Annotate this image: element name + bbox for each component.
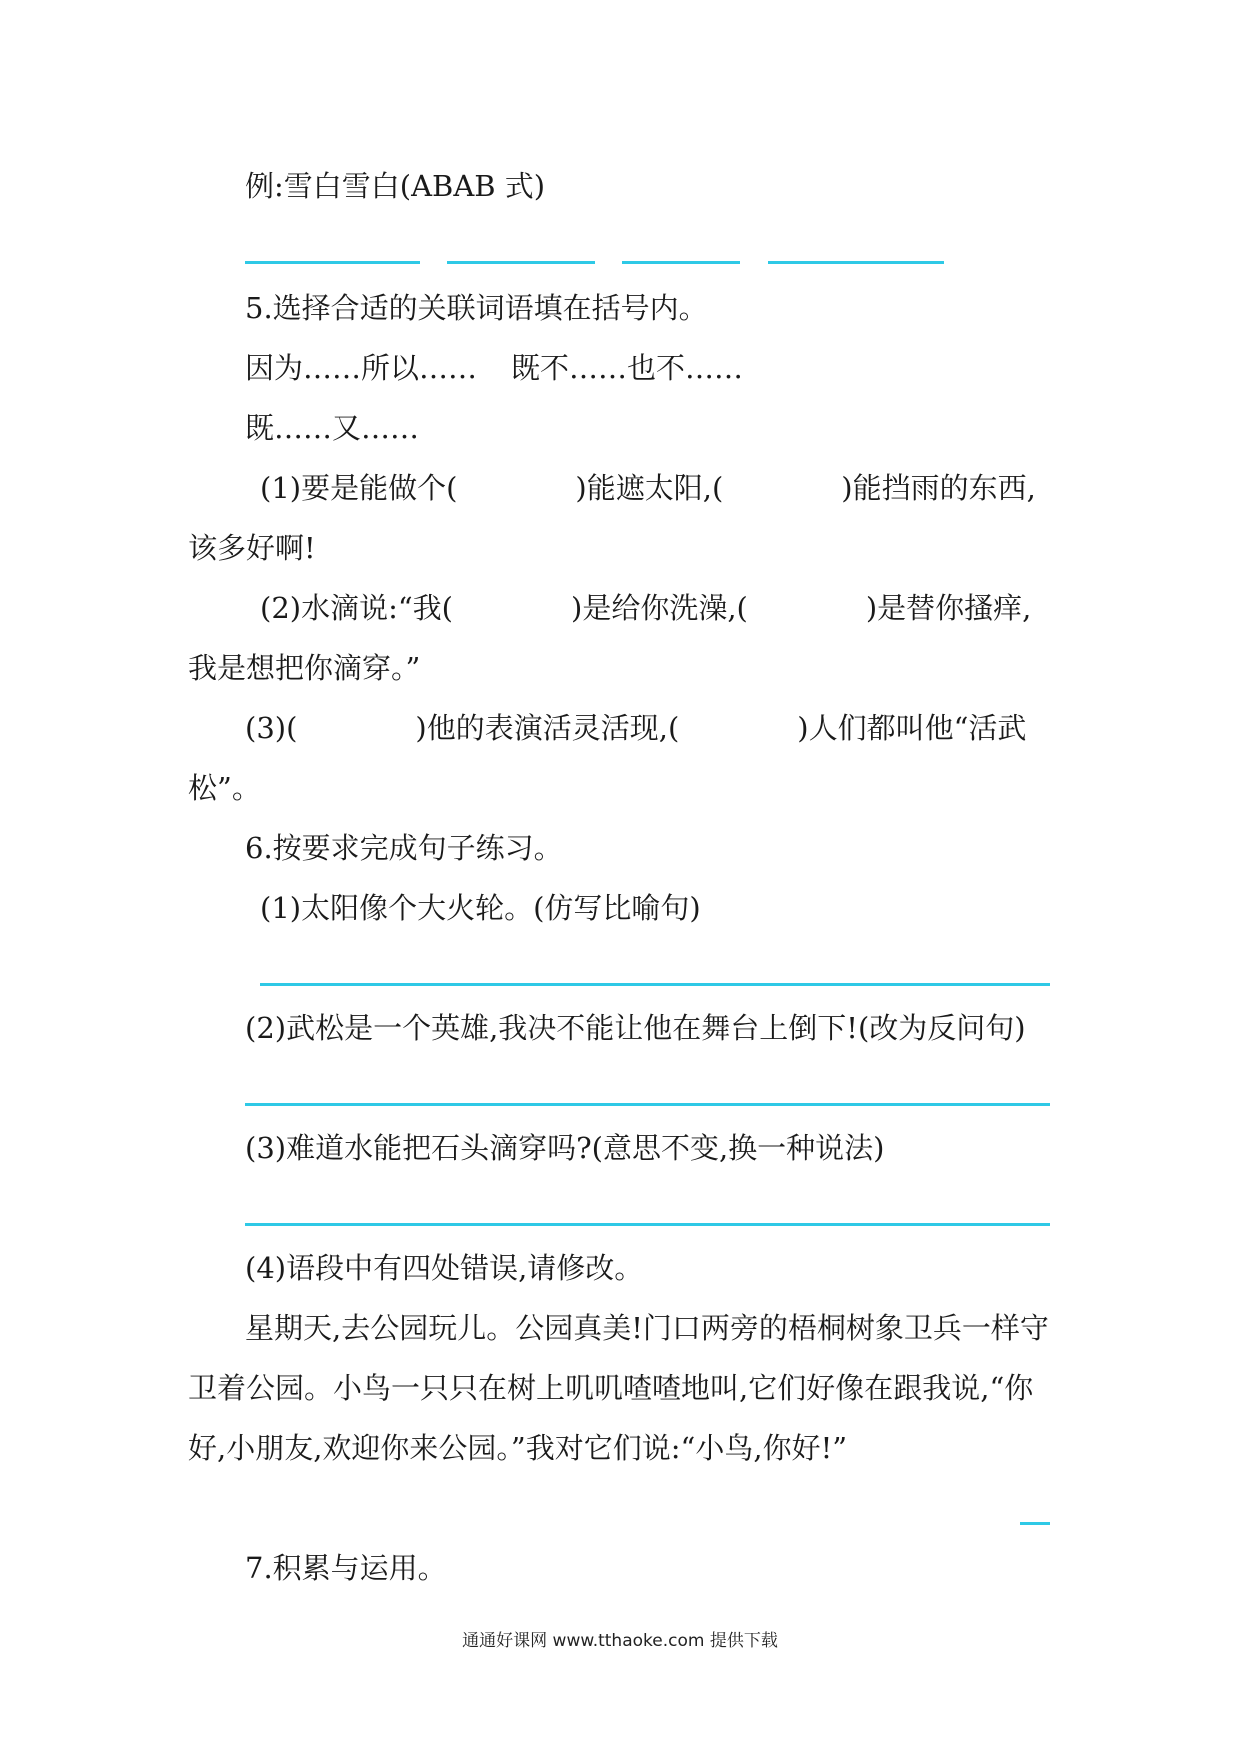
q6-title: 6.按要求完成句子练习。 <box>245 831 563 865</box>
q5-item1-part-c: )能挡雨的东西, <box>841 471 1036 505</box>
q5-title: 5.选择合适的关联词语填在括号内。 <box>245 291 708 325</box>
q5-item3-part-b: )他的表演活灵活现,( <box>415 711 680 745</box>
q6-item2: (2)武松是一个英雄,我决不能让他在舞台上倒下!(改为反问句) <box>245 1011 1026 1045</box>
q7-title: 7.积累与运用。 <box>245 1551 447 1585</box>
q6-item3: (3)难道水能把石头滴穿吗?(意思不变,换一种说法) <box>245 1131 885 1165</box>
q5-item3-part-a: (3)( <box>245 711 298 745</box>
q6-paragraph-line3: 好,小朋友,欢迎你来公园。”我对它们说:“小鸟,你好!” <box>188 1431 848 1465</box>
answer-blank-4[interactable] <box>768 261 944 264</box>
q5-item1-part-a: (1)要是能做个( <box>260 471 458 505</box>
q5-item1-continuation: 该多好啊! <box>188 531 316 565</box>
answer-blank-2[interactable] <box>447 261 595 264</box>
q6-item4: (4)语段中有四处错误,请修改。 <box>245 1251 644 1285</box>
q6-short-answer-line[interactable] <box>1020 1522 1050 1525</box>
q6-item2-answer-line[interactable] <box>245 1103 1050 1106</box>
q5-item2-continuation: 我是想把你滴穿。” <box>188 651 421 685</box>
q5-item2-part-b: )是给你洗澡,( <box>571 591 748 625</box>
example-text: 例:雪白雪白(ABAB 式) <box>245 169 546 203</box>
q5-item3-part-c: )人们都叫他“活武 <box>797 711 1027 745</box>
q6-paragraph-line2: 卫着公园。小鸟一只只在树上叽叽喳喳地叫,它们好像在跟我说,“你 <box>188 1371 1034 1405</box>
q5-option-jibu: 既不……也不…… <box>511 351 744 385</box>
q5-option-jiyou: 既……又…… <box>245 411 420 445</box>
q6-item3-answer-line[interactable] <box>245 1223 1050 1226</box>
q5-item2-part-a: (2)水滴说:“我( <box>260 591 453 625</box>
q5-item3 <box>245 710 1026 746</box>
q5-item1 <box>260 470 1036 506</box>
q6-paragraph-line1: 星期天,去公园玩儿。公园真美!门口两旁的梧桐树象卫兵一样守 <box>245 1311 1049 1345</box>
answer-blank-1[interactable] <box>245 261 420 264</box>
q5-item2-part-c: )是替你搔痒, <box>865 591 1032 625</box>
q5-option-yinwei: 因为……所以…… <box>245 351 478 385</box>
q5-item2 <box>260 590 1031 626</box>
q6-item1-answer-line[interactable] <box>260 983 1050 986</box>
q5-options-line1 <box>245 350 743 386</box>
page-footer: 通通好课网 www.tthaoke.com 提供下载 <box>462 1631 778 1651</box>
q5-item3-continuation: 松”。 <box>188 771 261 805</box>
answer-blank-3[interactable] <box>622 261 740 264</box>
q5-item1-part-b: )能遮太阳,( <box>575 471 724 505</box>
q6-item1: (1)太阳像个大火轮。(仿写比喻句) <box>260 891 701 925</box>
